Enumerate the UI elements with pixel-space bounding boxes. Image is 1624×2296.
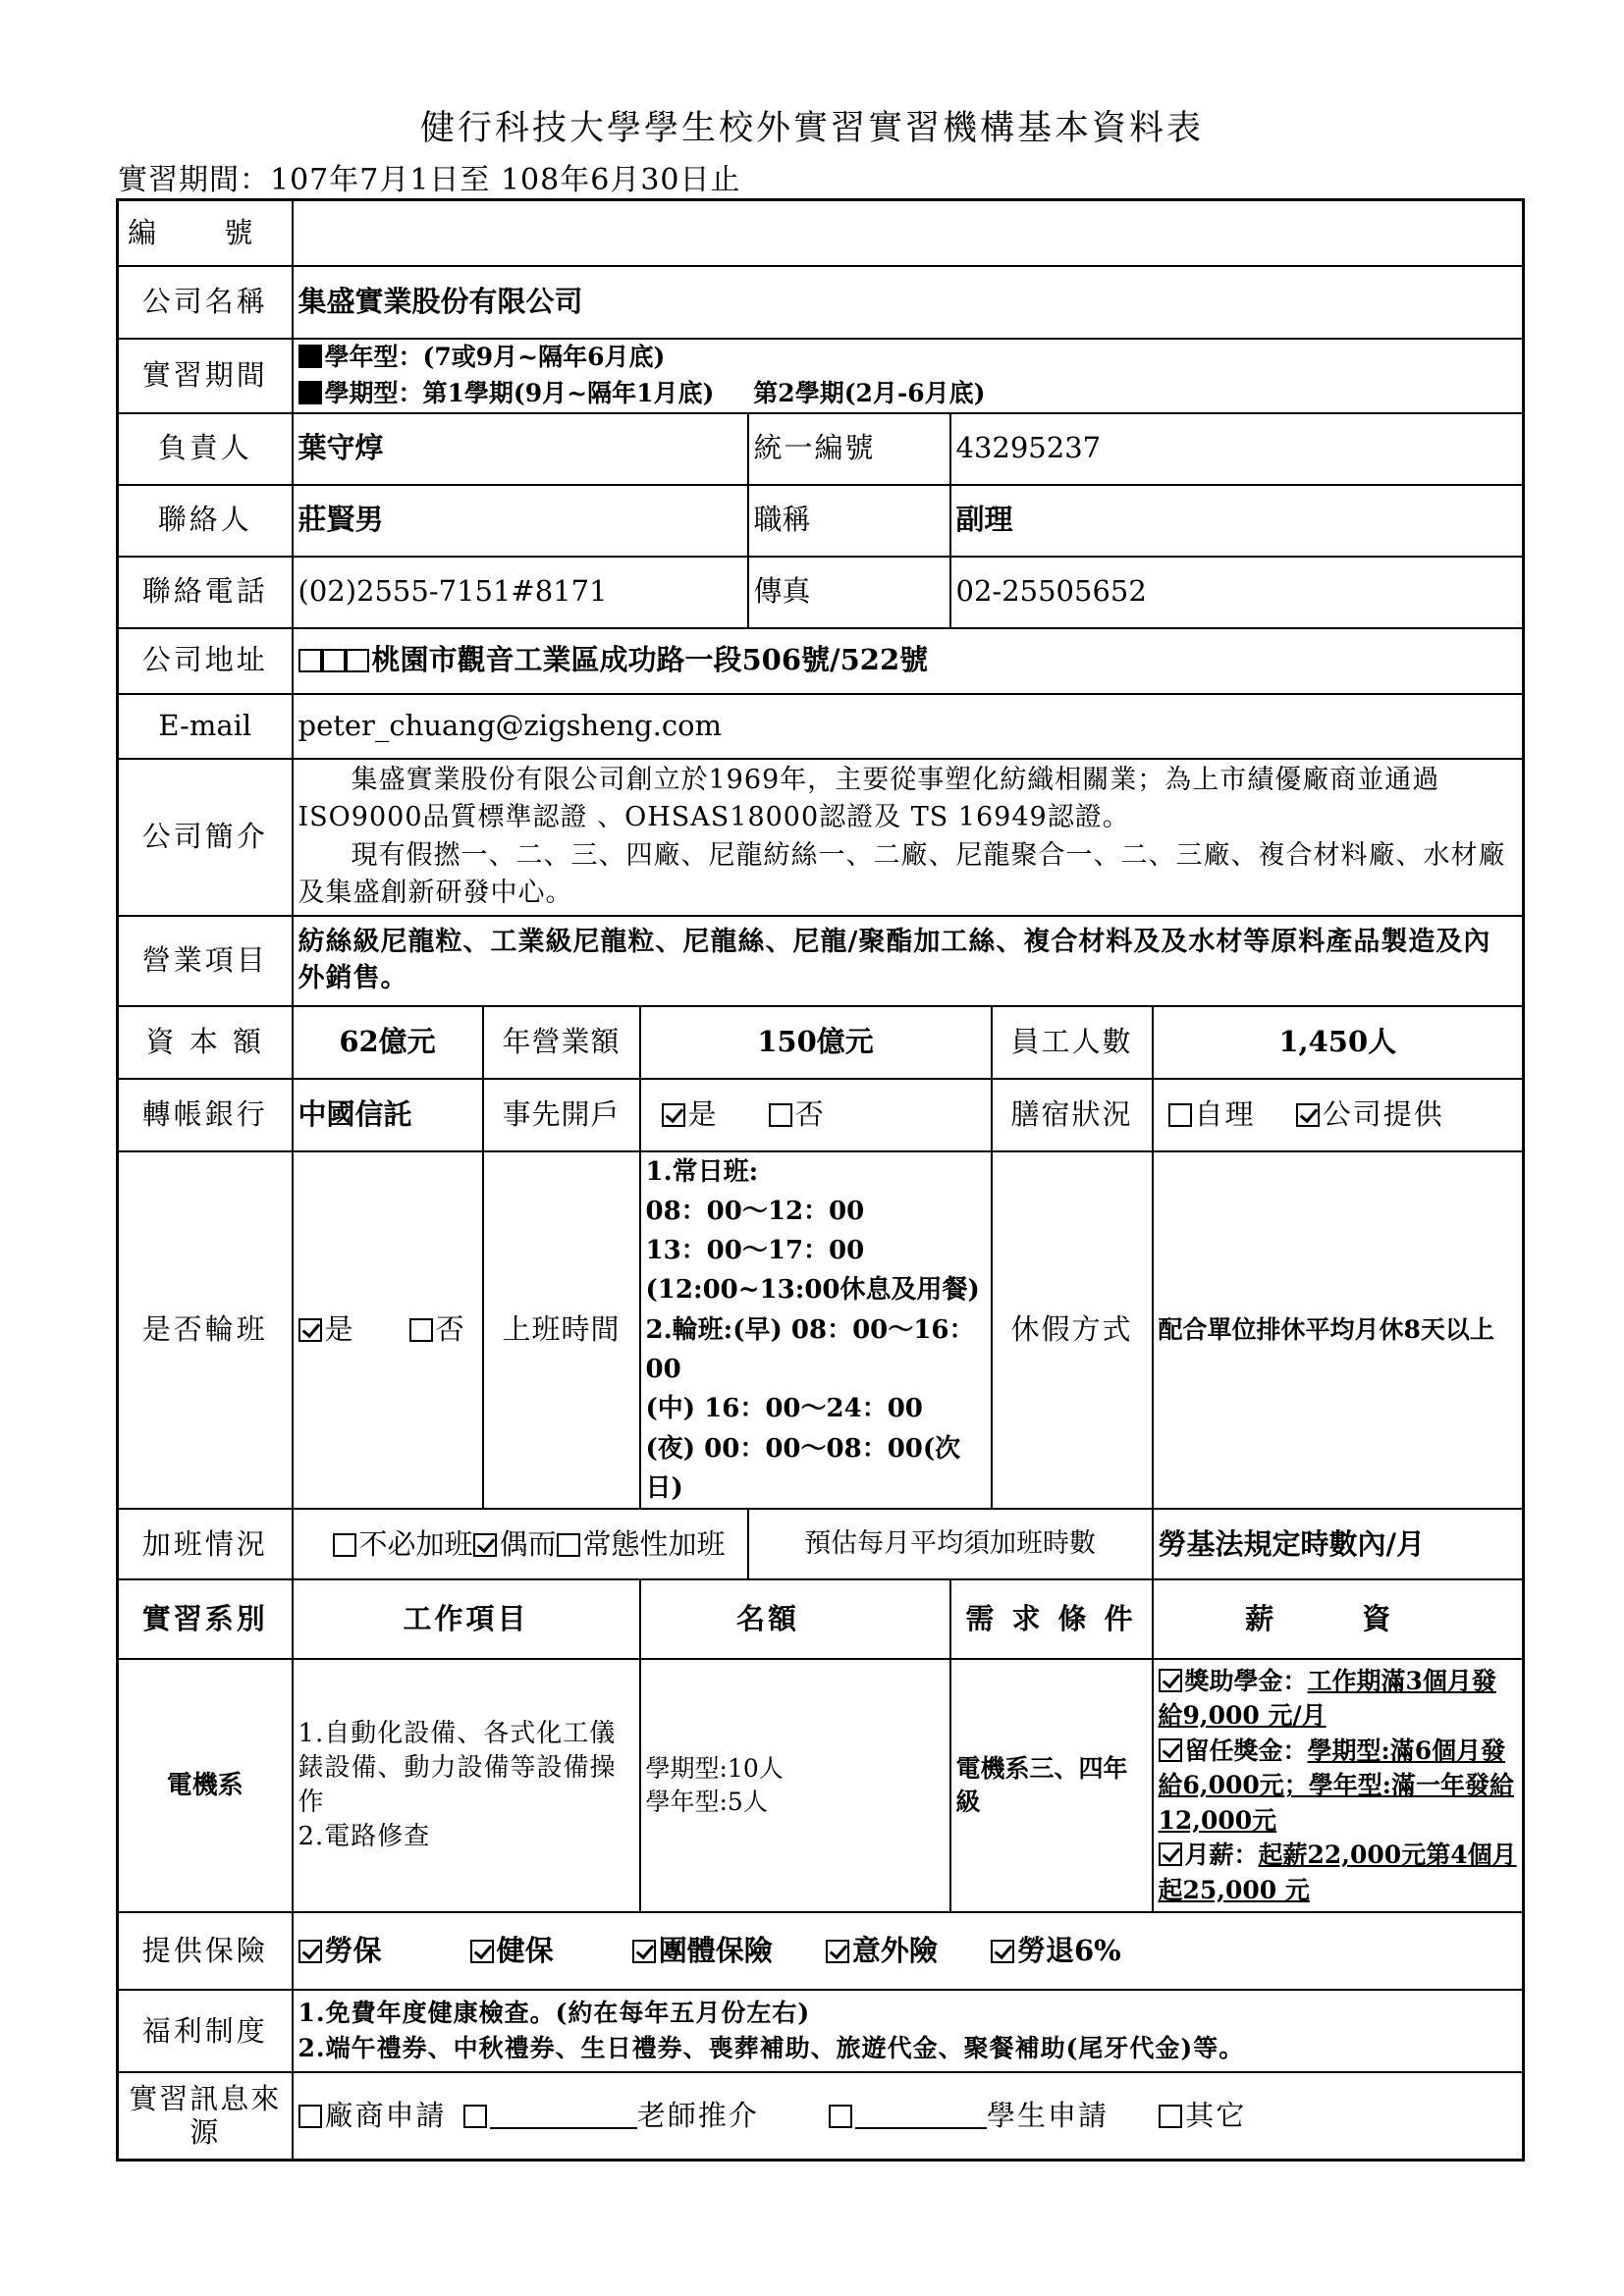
field-shift [293, 1151, 483, 1510]
field-contact[interactable]: 莊賢男 [293, 485, 748, 557]
label-number: 編 號 [118, 200, 293, 266]
row-welfare [118, 1990, 1524, 2072]
label-overtime: 加班情況 [118, 1509, 293, 1579]
field-insurance [293, 1912, 1524, 1990]
field-tax-id[interactable]: 43295237 [950, 413, 1524, 485]
salary-grant-checkbox[interactable] [1159, 1669, 1182, 1692]
row-overtime [118, 1509, 1524, 1579]
label-job-title: 職稱 [748, 485, 950, 557]
field-lodging [1153, 1079, 1524, 1151]
label-intro: 公司簡介 [118, 759, 293, 916]
label-bank: 轉帳銀行 [118, 1079, 293, 1151]
row-insurance [118, 1912, 1524, 1990]
lodging-company-label: 公司提供 [1322, 1096, 1444, 1131]
pre-open-no-label: 否 [794, 1096, 824, 1131]
label-fax: 傳真 [748, 557, 950, 628]
label-work-hours-text: 上班時間 [502, 1312, 621, 1347]
row-capital [118, 1006, 1524, 1079]
label-email: E-mail [118, 694, 293, 759]
zip-box-3[interactable] [346, 649, 369, 672]
label-tax-id: 統一編號 [748, 413, 950, 485]
form-title: 健行科技大學學生校外實習實習機構基本資料表 [419, 109, 1204, 148]
src-teacher-blank[interactable] [490, 2127, 637, 2129]
hours-line-2: 08：00～12：00 [645, 1196, 865, 1226]
row-email [118, 694, 1524, 759]
hours-line-6: (中) 16：00～24：00 [645, 1394, 923, 1424]
ot-none-label: 不必加班 [358, 1526, 473, 1561]
semester-2-text: 第2學期(2月-6月底) [753, 378, 986, 407]
src-student-label: 學生申請 [986, 2098, 1109, 2132]
field-pre-open [640, 1079, 992, 1151]
label-leave: 休假方式 [992, 1151, 1153, 1510]
ins-pension-checkbox[interactable] [991, 1940, 1014, 1963]
field-dept: 電機系 [118, 1659, 293, 1912]
label-welfare: 福利制度 [118, 1990, 293, 2072]
label-company-name: 公司名稱 [118, 266, 293, 339]
row-phone [118, 557, 1524, 628]
pre-open-no-checkbox[interactable] [769, 1103, 792, 1127]
field-source [293, 2072, 1524, 2160]
hours-line-1: 1.常日班: [645, 1156, 759, 1187]
salary-retention-checkbox[interactable] [1159, 1738, 1182, 1762]
field-phone[interactable]: (02)2555-7151#8171 [293, 557, 748, 628]
row-shift [118, 1151, 1524, 1510]
label-contact: 聯絡人 [118, 485, 293, 557]
label-owner: 負責人 [118, 413, 293, 485]
src-other-checkbox[interactable] [1159, 2105, 1182, 2128]
row-contact [118, 485, 1524, 557]
shift-no-label: 否 [435, 1312, 464, 1347]
ins-accident-checkbox[interactable] [826, 1940, 849, 1963]
salary-monthly-value: 起薪22,000元第4個月起25,000 元 [1158, 1841, 1517, 1904]
semester-type-text: 學期型：第1學期(9月~隔年1月底) [324, 378, 715, 407]
field-leave: 配合單位排休平均月休8天以上 [1153, 1151, 1524, 1510]
salary-retention-value: 學期型:滿6個月發給6,000元；學年型:滿一年發給12,000元 [1158, 1735, 1515, 1835]
field-bank[interactable]: 中國信託 [293, 1079, 483, 1151]
field-salary [1153, 1659, 1524, 1912]
row-business [118, 916, 1524, 1006]
ot-none-checkbox[interactable] [333, 1533, 356, 1557]
pre-open-yes-label: 是 [687, 1096, 717, 1131]
label-revenue: 年營業額 [483, 1006, 640, 1079]
year-type-text: 學年型：(7或9月~隔年6月底) [324, 343, 666, 372]
ot-regular-label: 常態性加班 [582, 1526, 726, 1561]
intro-paragraph-1: 集盛實業股份有限公司創立於1969年，主要從事塑化紡織相關業；為上市績優廠商並通過 ISO9000品質標準認證 、OHSAS18000認證及 TS 16949認證。 [298, 764, 1440, 833]
label-address: 公司地址 [118, 628, 293, 694]
zip-box-1[interactable] [298, 649, 322, 672]
ins-pension-label: 勞退6% [1017, 1934, 1121, 1968]
work-item-1: 1.自動化設備、各式化工儀錶設備、動力設備等設備操作 [298, 1718, 617, 1818]
field-overtime [293, 1509, 748, 1579]
field-intro [293, 759, 1524, 916]
src-other-label: 其它 [1185, 2098, 1247, 2132]
internship-period-heading: 實習期間：107年7月1日至 108年6月30日止 [118, 163, 741, 197]
lodging-self-checkbox[interactable] [1168, 1103, 1192, 1127]
shift-yes-checkbox[interactable] [298, 1318, 322, 1342]
label-employees: 員工人數 [992, 1006, 1153, 1079]
field-revenue[interactable]: 150億元 [640, 1006, 992, 1079]
row-intro [118, 759, 1524, 916]
welfare-line-2: 2.端午禮券、中秋禮券、生日禮券、喪葬補助、旅遊代金、聚餐補助(尾牙代金)等。 [298, 2034, 1245, 2063]
year-type-checkbox[interactable] [298, 345, 322, 368]
header-quota: 名額 [640, 1579, 950, 1659]
src-company-label: 廠商申請 [324, 2098, 447, 2132]
ins-labor-checkbox[interactable] [298, 1940, 322, 1963]
ins-group-checkbox[interactable] [632, 1940, 656, 1963]
ins-labor-label: 勞保 [324, 1934, 382, 1968]
field-job-title[interactable]: 副理 [950, 485, 1524, 557]
label-overtime-hours: 預估每月平均須加班時數 [748, 1509, 1153, 1579]
ins-accident-label: 意外險 [851, 1934, 938, 1968]
src-student-blank[interactable] [855, 2127, 987, 2129]
field-number[interactable] [293, 200, 1524, 266]
field-employees[interactable]: 1,450人 [1153, 1006, 1524, 1079]
field-capital[interactable]: 62億元 [293, 1006, 483, 1079]
hours-line-3: 13：00～17：00 [645, 1236, 865, 1266]
field-company-name[interactable]: 集盛實業股份有限公司 [293, 266, 1524, 339]
ot-occasional-checkbox[interactable] [473, 1533, 497, 1557]
ins-health-label: 健保 [496, 1934, 554, 1968]
header-work-items: 工作項目 [293, 1579, 640, 1659]
hours-line-5: 2.輪班:(早) 08：00～16：00 [645, 1314, 975, 1384]
welfare-line-1: 1.免費年度健康檢查。(約在每年五月份左右) [298, 1998, 811, 2027]
row-company-name [118, 266, 1524, 339]
label-insurance: 提供保險 [118, 1912, 293, 1990]
work-item-2: 2.電路修查 [298, 1822, 431, 1852]
zip-box-2[interactable] [322, 649, 346, 672]
intro-paragraph-2: 現有假撚一、二、三、四廠、尼龍紡絲一、二廠、尼龍聚合一、二、三廠、複合材料廠、水材廠及集盛創新研發中心。 [298, 839, 1506, 908]
quota-semester: 學期型:10人 [645, 1754, 784, 1784]
semester-type-checkbox[interactable] [298, 381, 322, 404]
row-position [118, 1659, 1524, 1912]
label-shift: 是否輪班 [118, 1151, 293, 1510]
field-address [293, 628, 1524, 694]
label-source: 實習訊息來源 [118, 2072, 293, 2160]
row-bank [118, 1079, 1524, 1151]
field-email[interactable]: peter_chuang@zigsheng.com [293, 694, 1524, 759]
salary-monthly-checkbox[interactable] [1159, 1842, 1182, 1866]
quota-year: 學年型:5人 [645, 1788, 768, 1817]
row-address [118, 628, 1524, 694]
row-owner [118, 413, 1524, 485]
src-teacher-checkbox[interactable] [463, 2105, 487, 2128]
field-welfare [293, 1990, 1524, 2072]
company-info-table [116, 198, 1525, 2162]
field-internship-period [293, 339, 1524, 413]
field-quota [640, 1659, 950, 1912]
ot-occasional-label: 偶而 [499, 1526, 557, 1561]
ins-group-label: 團體保險 [658, 1934, 773, 1968]
row-internship-period [118, 339, 1524, 413]
label-pre-open: 事先開戶 [483, 1079, 640, 1151]
label-capital: 資 本 額 [118, 1006, 293, 1079]
shift-yes-label: 是 [324, 1312, 353, 1347]
row-position-header [118, 1579, 1524, 1659]
lodging-self-label: 自理 [1194, 1096, 1256, 1131]
pre-open-yes-checkbox[interactable] [662, 1103, 685, 1127]
field-work-hours [640, 1151, 992, 1510]
src-student-checkbox[interactable] [829, 2105, 852, 2128]
address-text[interactable]: 桃園市觀音工業區成功路一段506號/522號 [371, 643, 929, 677]
src-company-checkbox[interactable] [298, 2105, 322, 2128]
label-internship-period: 實習期間 [118, 339, 293, 413]
row-number [118, 200, 1524, 266]
label-lodging: 膳宿狀況 [992, 1079, 1153, 1151]
lodging-company-checkbox[interactable] [1296, 1103, 1320, 1127]
label-phone: 聯絡電話 [118, 557, 293, 628]
hours-line-7: (夜) 00：00～08：00(次日) [645, 1433, 961, 1503]
salary-grant-label: 獎助學金： [1184, 1666, 1308, 1695]
ot-regular-checkbox[interactable] [557, 1533, 580, 1557]
header-salary: 薪 資 [1153, 1579, 1524, 1659]
header-requirements: 需 求 條 件 [950, 1579, 1153, 1659]
field-fax[interactable]: 02-25505652 [950, 557, 1524, 628]
row-source [118, 2072, 1524, 2160]
field-overtime-hours: 勞基法規定時數內/月 [1153, 1509, 1524, 1579]
label-work-hours [483, 1151, 640, 1510]
label-business: 營業項目 [118, 916, 293, 1006]
field-business: 紡絲級尼龍粒、工業級尼龍粒、尼龍絲、尼龍/聚酯加工絲、複合材料及及水材等原料產品製造及內外銷售。 [293, 916, 1524, 1006]
ins-health-checkbox[interactable] [470, 1940, 494, 1963]
hours-line-4: (12:00~13:00休息及用餐) [645, 1275, 980, 1306]
src-teacher-label: 老師推介 [636, 2098, 759, 2132]
salary-retention-label: 留任獎金： [1184, 1735, 1308, 1765]
field-owner[interactable]: 葉守焞 [293, 413, 748, 485]
salary-grant-value: 工作期滿3個月發給9,000 元/月 [1158, 1666, 1496, 1731]
field-work-items [293, 1659, 640, 1912]
field-requirements: 電機系三、四年級 [950, 1659, 1153, 1912]
shift-no-checkbox[interactable] [409, 1318, 433, 1342]
salary-monthly-label: 月薪： [1184, 1841, 1259, 1870]
header-dept: 實習系別 [118, 1579, 293, 1659]
